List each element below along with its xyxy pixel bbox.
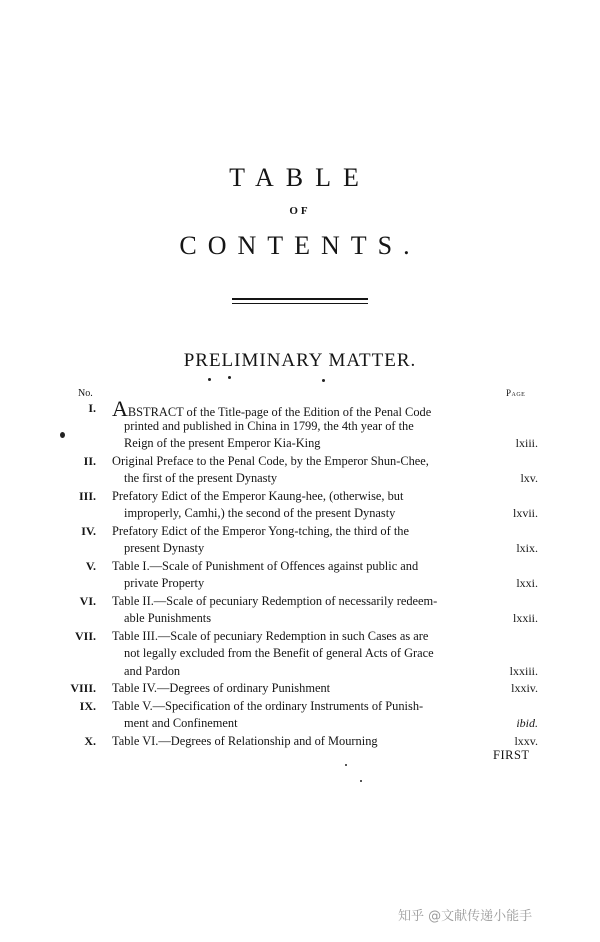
toc-entry-line (68, 698, 538, 716)
ink-speck (60, 432, 65, 438)
entry-text: Table V.—Specification of the ordinary Instruments of Punish- (112, 698, 424, 713)
title-line-3: CONTENTS. (179, 231, 421, 260)
entry-text: Table III.—Scale of pecuniary Redemption in such Cases as are (112, 628, 429, 643)
toc-entry (68, 628, 538, 681)
toc-entry (68, 698, 538, 733)
entry-number: VI. (79, 593, 96, 608)
entry-page: lxxiii. (509, 663, 538, 678)
entry-page: lxxii. (512, 611, 538, 625)
entry-text: ment and Confinement (124, 716, 238, 730)
entry-number: X. (84, 733, 96, 748)
section-heading: PRELIMINARY MATTER. (183, 350, 417, 371)
entry-text: private Property (124, 576, 205, 590)
entry-text: Prefatory Edict of the Emperor Kaung-hee, (otherwise, but (112, 488, 404, 503)
toc-entry-line (68, 575, 538, 593)
title-line-2: OF (289, 205, 311, 217)
ornamental-rule-top (232, 298, 368, 300)
entry-page: lxv. (520, 471, 538, 485)
ink-speck (322, 379, 325, 382)
entry-text: Table I.—Scale of Punishment of Offences against public and (112, 558, 419, 573)
entry-number: VII. (74, 628, 96, 643)
entry-text: Table II.—Scale of pecuniary Redemption of necessarily redeem- (112, 593, 438, 608)
toc-entry-line (68, 733, 538, 751)
entry-text: and Pardon (124, 663, 181, 678)
ornamental-rule-bottom (232, 303, 368, 304)
title-line-1: TABLE (229, 163, 371, 192)
entry-text: Table IV.—Degrees of ordinary Punishment (112, 681, 331, 695)
entry-number: III. (78, 488, 96, 503)
toc-entry (68, 680, 538, 698)
entry-page: lxxv. (514, 733, 538, 748)
entry-text: ABSTRACT of the Title-page of the Edition of the Penal Code (112, 396, 432, 421)
toc-entry (68, 396, 538, 453)
entry-text: not legally excluded from the Benefit of general Acts of Grace (124, 646, 434, 660)
contents-list (68, 396, 538, 750)
toc-entry-line (68, 396, 538, 421)
entry-text: able Punishments (124, 611, 212, 625)
entry-number: VIII. (70, 681, 96, 695)
column-header-page: Page (506, 388, 526, 398)
entry-text: present Dynasty (124, 541, 205, 555)
toc-entry (68, 488, 538, 523)
toc-entry-line (68, 505, 538, 523)
entry-text: Table VI.—Degrees of Relationship and of Mourning (112, 733, 378, 748)
toc-entry-line (68, 523, 538, 541)
entry-text: improperly, Camhi,) the second of the present Dynasty (124, 506, 396, 520)
catchword: FIRST (493, 748, 530, 762)
entry-text: printed and published in China in 1799, the 4th year of the (124, 418, 414, 433)
ink-speck (360, 780, 362, 782)
entry-page: lxiii. (515, 436, 538, 450)
entry-number: V. (85, 558, 96, 573)
entry-page: lxxi. (516, 576, 538, 590)
toc-entry-line (68, 540, 538, 558)
entry-number: IX. (79, 698, 96, 713)
entry-number: I. (88, 401, 96, 415)
watermark: 知乎 @文献传递小能手 (398, 909, 533, 924)
toc-entry (68, 523, 538, 558)
toc-entry-line (68, 628, 538, 646)
drop-cap: A (112, 396, 128, 421)
toc-entry-line (68, 715, 538, 733)
toc-entry-line (68, 435, 538, 453)
toc-entry-line (68, 663, 538, 681)
entry-page: lxvii. (512, 506, 538, 520)
toc-entry-line (68, 610, 538, 628)
toc-entry (68, 558, 538, 593)
toc-entry-line (68, 418, 538, 436)
toc-entry (68, 733, 538, 751)
entry-text: Reign of the present Emperor Kia-King (124, 436, 321, 450)
entry-text: the first of the present Dynasty (124, 471, 278, 485)
entry-text: Prefatory Edict of the Emperor Yong-tching, the third of the (112, 523, 409, 538)
ink-speck (228, 376, 231, 379)
toc-entry-line (68, 488, 538, 506)
toc-entry-line (68, 593, 538, 611)
ink-speck (345, 764, 347, 766)
column-header-number: No. (78, 388, 93, 399)
toc-entry (68, 453, 538, 488)
entry-number: IV. (81, 523, 96, 538)
toc-entry-line (68, 470, 538, 488)
entry-page: lxxiv. (511, 681, 538, 695)
entry-page: lxix. (516, 541, 538, 555)
ink-speck (208, 378, 211, 381)
toc-entry-line (68, 558, 538, 576)
toc-entry-line (68, 680, 538, 698)
toc-entry-line (68, 645, 538, 663)
entry-page: ibid. (516, 716, 538, 730)
entry-text: Original Preface to the Penal Code, by the Emperor Shun-Chee, (112, 453, 429, 468)
toc-entry (68, 593, 538, 628)
toc-entry-line (68, 453, 538, 471)
entry-number: II. (83, 453, 96, 468)
